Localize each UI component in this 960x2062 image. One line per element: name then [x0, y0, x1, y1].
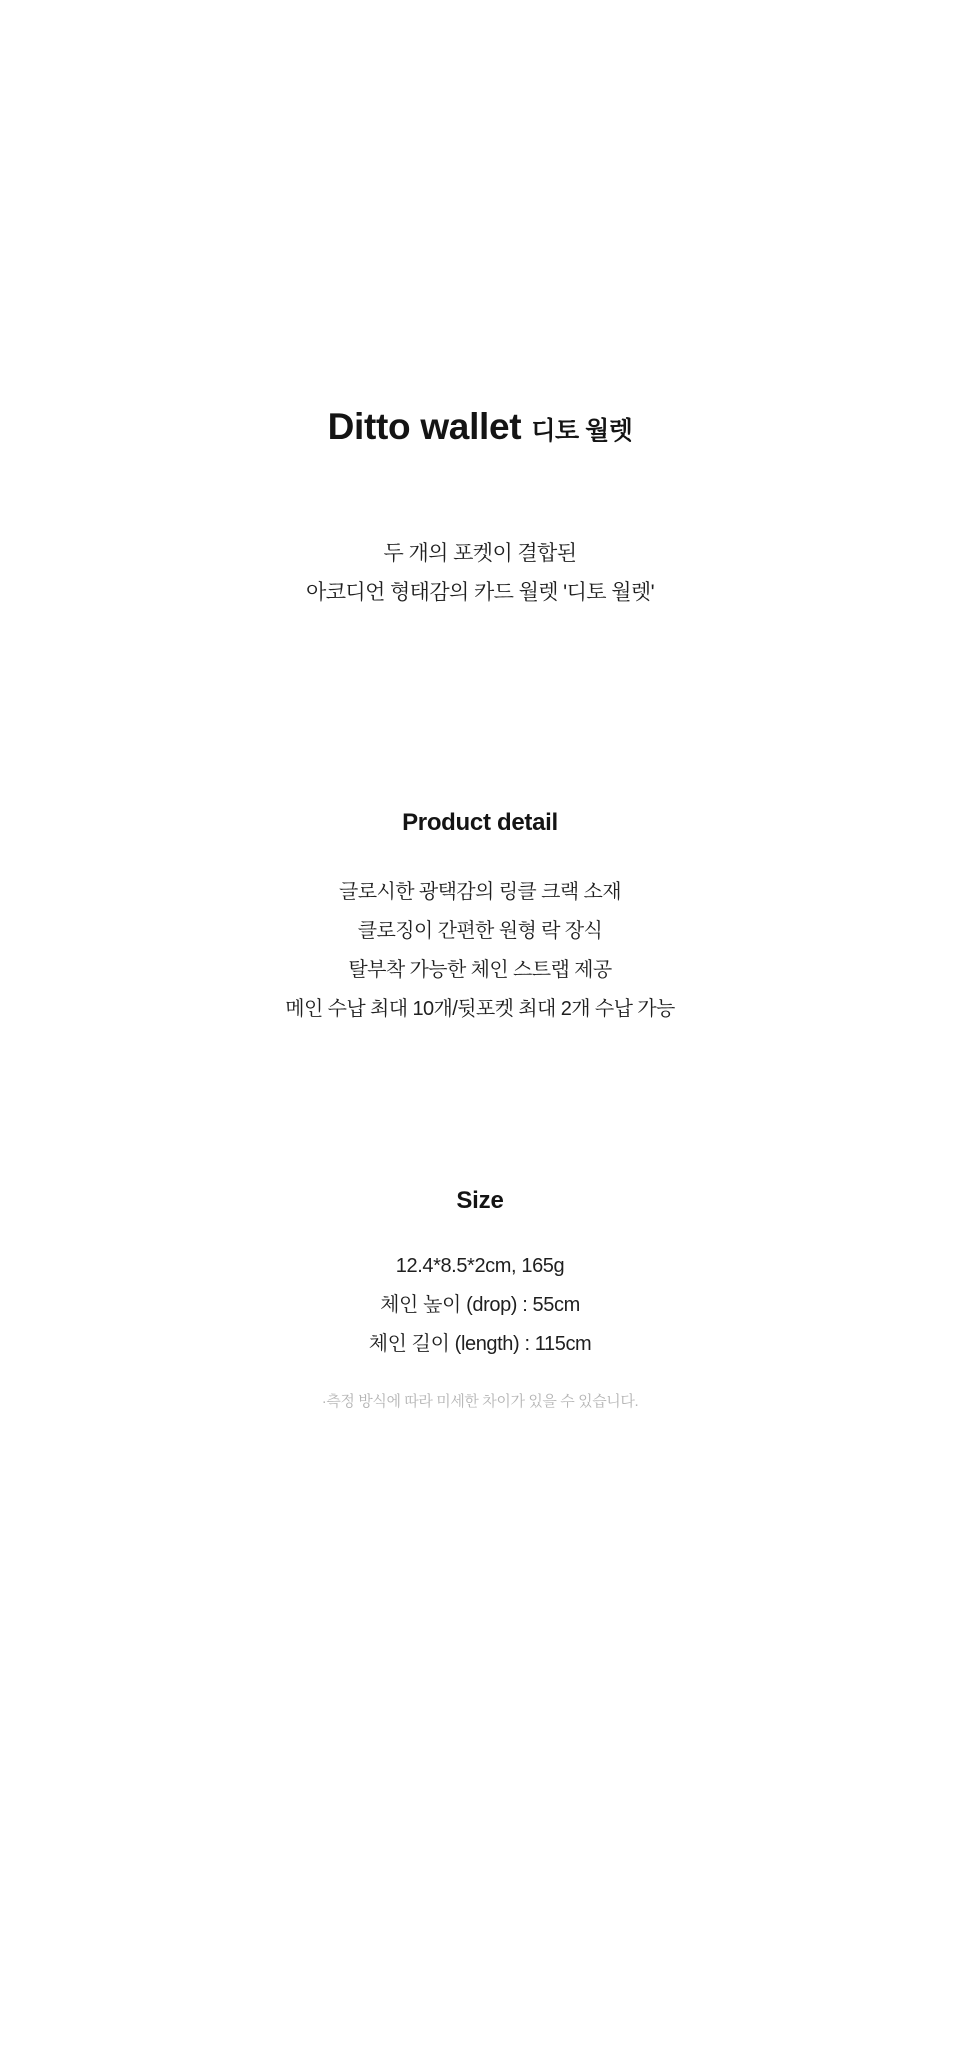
size-line-chain-length: 체인 길이 (length) : 115cm	[368, 1332, 592, 1355]
product-detail-line-2: 클로징이 간편한 원형 락 장식	[357, 919, 603, 942]
intro-line-1: 두 개의 포켓이 결합된	[383, 542, 577, 566]
size-section	[0, 1187, 960, 1414]
product-detail-line-3: 탈부착 가능한 체인 스트랩 제공	[348, 958, 612, 981]
product-detail-line-4: 메인 수납 최대 10개/뒷포켓 최대 2개 수납 가능	[285, 997, 675, 1020]
intro-line-2: 아코디언 형태감의 카드 월렛 '디토 월렛'	[306, 581, 654, 605]
product-detail-section	[0, 809, 960, 1029]
product-detail-line-1: 글로시한 광택감의 링클 크랙 소재	[339, 880, 621, 903]
size-line-dimensions: 12.4*8.5*2cm, 165g	[395, 1254, 565, 1277]
product-detail-heading: Product detail	[402, 808, 558, 836]
page-title	[0, 404, 960, 450]
size-line-chain-drop: 체인 높이 (drop) : 55cm	[380, 1293, 580, 1316]
page-title-ko: 디토 월렛	[531, 417, 633, 445]
intro-block	[0, 535, 960, 613]
page-title-en: Ditto wallet	[327, 406, 522, 447]
size-measurement-note: ·측정 방식에 따라 미세한 차이가 있을 수 있습니다.	[321, 1392, 639, 1410]
size-heading: Size	[456, 1186, 504, 1214]
title-block	[0, 0, 960, 450]
